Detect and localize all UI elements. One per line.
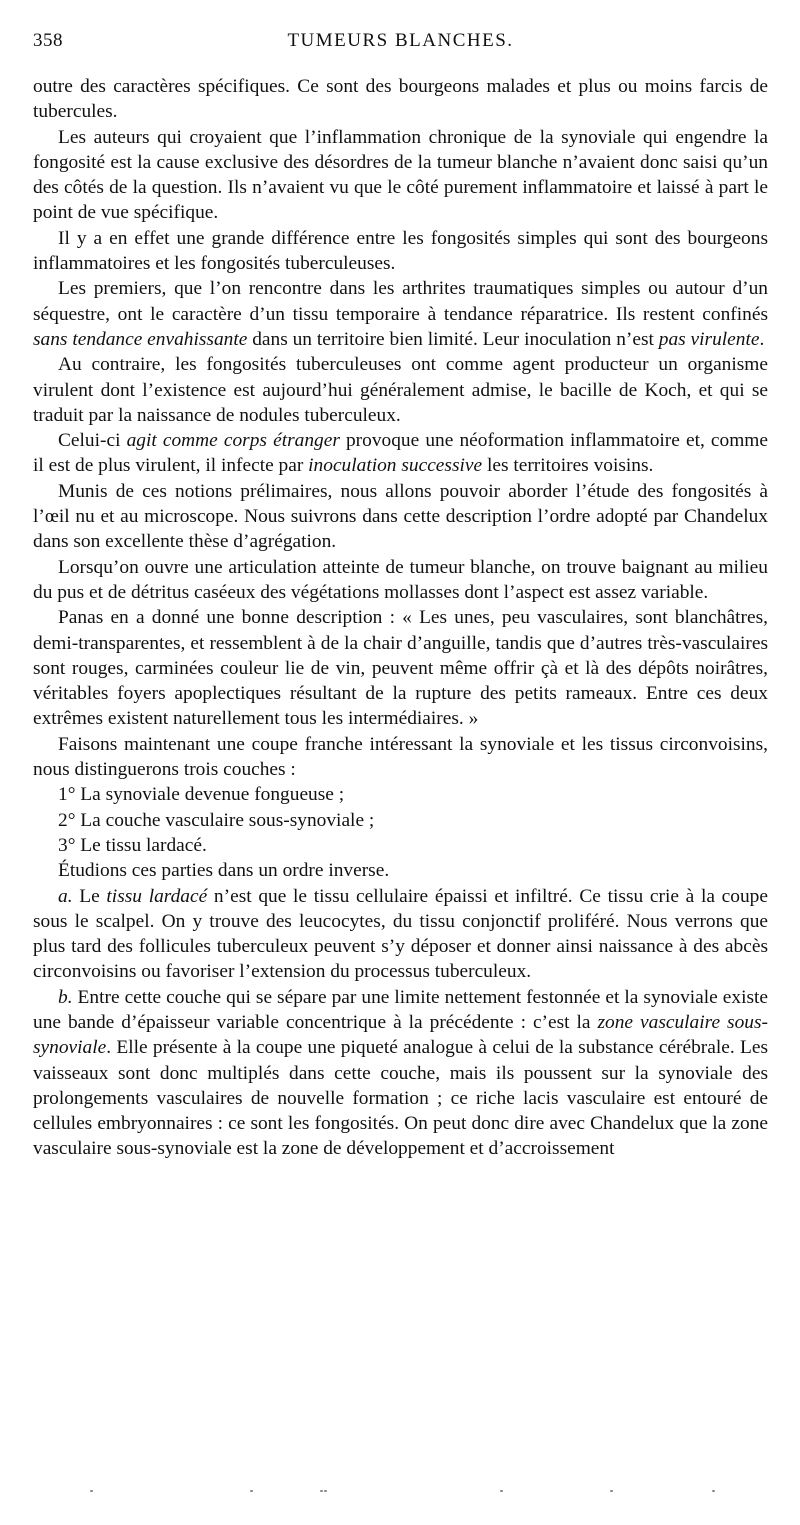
paragraph: Il y a en effet une grande différence entre les fongosités simples qui sont des bourgeons inflammatoires et les fongosités tuberculeuses.: [33, 227, 768, 275]
paragraph: Panas en a donné une bonne description : « Les unes, peu vasculaires, sont blanchâtres, demi-transparentes, et ressemblent à de la chair d’anguille, tandis que d’autres très-vasculaires sont rouges, carminées couleur lie de vin, peuvent même offrir çà et là des dépôts noirâtres, véritables foyers apoplectiques résultant de la rupture des petits rameaux. Entre ces deux extrêmes existent naturellement tous les intermédiaires. »: [33, 607, 768, 730]
section-letter: b.: [58, 986, 73, 1008]
paragraph: Faisons maintenant une coupe franche intéressant la synoviale et les tissus circonvoisins, nous distinguerons trois couches :: [33, 733, 768, 781]
paragraph: [33, 884, 768, 985]
italic-phrase: sans tendance envahissante: [33, 328, 248, 350]
paragraph: [33, 276, 768, 352]
italic-phrase: pas virulente: [658, 328, 760, 350]
paragraph: Munis de ces notions prélimaires, nous allons pouvoir aborder l’étude des fongosités à l’œil nu et au microscope. Nous suivrons dans cette description l’ordre adopté par Chandelux dans son excellente thèse d’agrégation.: [33, 480, 768, 553]
text-run: . Elle présente à la coupe une piqueté analogue à celui de la substance cérébrale. Les vaisseaux sont donc multiplés dans cette couche, mais ils poussent sur la synoviale des prolongements vasculaires de nouvelle formation ; ce riche lacis vasculaire est entouré de cellules embryonnaires : ce sont les fongosités. On peut donc dire avec Chandelux que la zone vasculaire sous-synoviale est la zone de développement et d’accroissement: [33, 1037, 768, 1160]
paragraph: [33, 985, 768, 1162]
page-header: [33, 30, 768, 58]
text-run: les territoires voisins.: [482, 455, 654, 477]
speck: [250, 1490, 253, 1492]
speck: [500, 1490, 503, 1492]
speck: [90, 1490, 93, 1492]
paragraph: Étudions ces parties dans un ordre inverse.: [58, 860, 390, 882]
italic-phrase: agit comme corps étranger: [126, 430, 340, 452]
body-text: [33, 74, 768, 1162]
speck: [320, 1490, 323, 1492]
speck: [610, 1490, 613, 1492]
list-item: 2° La couche vasculaire sous-synoviale ;: [58, 809, 375, 831]
italic-phrase: zone vasculaire sous-synoviale: [33, 1011, 768, 1059]
paragraph-continuation: outre des caractères spécifiques. Ce sont des bourgeons malades et plus ou moins farcis de tubercules.: [33, 76, 768, 123]
text-run: n’est que le tissu cellulaire épaissi et infiltré. Ce tissu crie à la coupe sous le scalpel. On y trouve des leucocytes, du tissu conjonctif proliféré. Nous verrons que plus tard des follicules tuberculeux peuvent s’y déposer et donner ainsi naissance à des abcès circonvoisins ou favoriser l’extension du processus tuberculeux.: [33, 885, 768, 983]
running-title: TUMEURS BLANCHES.: [287, 30, 514, 51]
list-item: 1° La synoviale devenue fongueuse ;: [58, 784, 345, 806]
print-specks: [80, 1490, 730, 1496]
text-run: .: [759, 328, 765, 350]
section-letter: a.: [58, 885, 73, 907]
page-number: 358: [33, 30, 63, 51]
paragraph: Au contraire, les fongosités tuberculeuses ont comme agent producteur un organisme virulent dont l’existence est aujourd’hui généralement admise, le bacille de Koch, et qui se traduit par la naissance de nodules tuberculeux.: [33, 354, 768, 426]
text-run: Celui-ci: [58, 430, 127, 452]
text-run: dans un territoire bien limité. Leur inoculation n’est: [247, 328, 659, 350]
paragraph: [33, 428, 768, 479]
text-run: provoque une néoformation inflammatoire et, comme il est de plus virulent, il infecte par: [33, 430, 768, 477]
text-run: Le: [72, 885, 107, 907]
text-run: Les premiers, que l’on rencontre dans les arthrites traumatiques simples ou autour d’un séquestre, ont le caractère d’un tissu temporaire à tendance réparatrice. Ils restent confinés: [33, 278, 768, 325]
speck: [324, 1490, 327, 1492]
speck: [712, 1490, 715, 1492]
list-item: 3° Le tissu lardacé.: [58, 834, 207, 856]
paragraph: Les auteurs qui croyaient que l’inflammation chronique de la synoviale qui engendre la fongosité est la cause exclusive des désordres de la tumeur blanche n’avaient donc saisi qu’un des côtés de la question. Ils n’avaient vu que le côté purement inflammatoire et laissé à part le point de vue spécifique.: [33, 126, 768, 224]
text-run: Entre cette couche qui se sépare par une limite nettement festonnée et la synoviale existe une bande d’épaisseur variable concentrique à la précédente : c’est la: [33, 986, 768, 1033]
book-page: [33, 30, 768, 1162]
paragraph: Lorsqu’on ouvre une articulation atteinte de tumeur blanche, on trouve baignant au milieu du pus et de détritus caséeux des végétations mollasses dont l’aspect est assez variable.: [33, 556, 768, 603]
italic-phrase: inoculation successive: [308, 455, 483, 477]
italic-phrase: tissu lardacé: [106, 885, 208, 907]
